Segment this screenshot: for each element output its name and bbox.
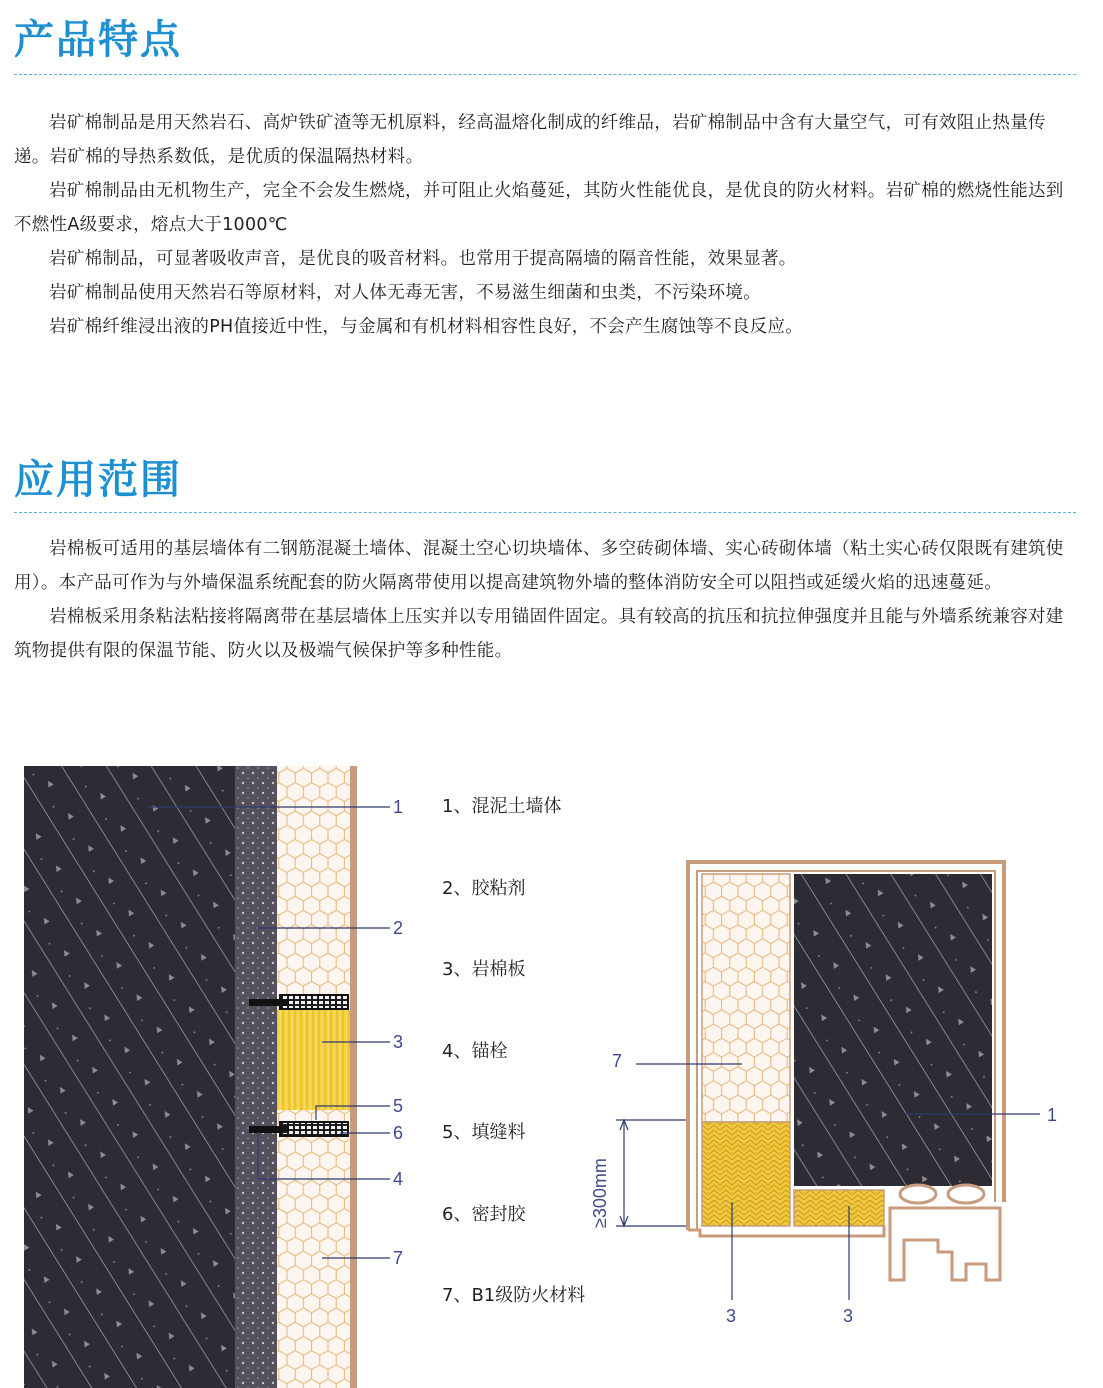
features-divider <box>14 74 1076 75</box>
rockwool-board-horizontal <box>794 1190 884 1226</box>
callout-3: 3 <box>726 1306 737 1326</box>
applications-paragraph: 岩棉板可适用的基层墙体有二钢筋混凝土墙体、混凝土空心切块墙体、多空砖砌体墙、实心砖砌体墙（粘土实心砖仅限既有建筑使用）。本产品可作为与外墙保温系统配套的防火隔离带使用以提高建筑物外墙的整体消防安全可以阻挡或延缓火焰的迅速蔓延。 <box>14 539 1064 593</box>
callout-4: 4 <box>393 1169 404 1189</box>
legend-item: 1、混泥土墙体 <box>442 796 562 817</box>
applications-paragraph: 岩棉板采用条粘法粘接将隔离带在基层墙体上压实并以专用锚固件固定。具有较高的抗压和抗拉伸强度并且能与外墙系统兼容对建筑物提供有限的保温节能、防火以及极端气候保护等多种性能。 <box>14 607 1064 661</box>
applications-divider <box>14 512 1076 513</box>
legend-item: 2、胶粘剂 <box>442 878 526 899</box>
features-paragraph: 岩矿棉纤维浸出液的PH值接近中性，与金属和有机材料相容性良好，不会产生腐蚀等不良反应。 <box>49 317 804 337</box>
wall-section-diagram <box>24 766 403 1388</box>
legend-item: 3、岩棉板 <box>442 959 526 980</box>
window-corner-diagram <box>590 862 1057 1326</box>
window-frame-profile <box>890 1185 1000 1280</box>
concrete-wall <box>24 766 235 1388</box>
anchor-top <box>249 999 289 1006</box>
legend-item: 4、锚栓 <box>442 1041 508 1062</box>
applications-title: 应用范围 <box>14 457 182 503</box>
callout-5: 5 <box>393 1096 404 1116</box>
sealant-bottom <box>280 1122 348 1136</box>
callout-7: 7 <box>612 1051 623 1071</box>
dimension-label: ≥300mm <box>590 1158 610 1228</box>
features-title: 产品特点 <box>14 17 182 63</box>
callout-7: 7 <box>393 1248 404 1268</box>
dimension-lines <box>616 1120 686 1226</box>
callout-1: 1 <box>393 797 404 817</box>
sealant-top <box>280 995 348 1009</box>
adhesive-layer <box>235 766 277 1388</box>
legend-item: 6、密封胶 <box>442 1204 526 1225</box>
render-finish <box>350 766 357 1388</box>
callout-1: 1 <box>1047 1105 1058 1125</box>
features-paragraph: 岩矿棉制品，可显著吸收声音，是优良的吸音材料。也常用于提高隔墙的隔音性能，效果显著。 <box>49 249 797 269</box>
features-paragraph: 岩矿棉制品是用天然岩石、高炉铁矿渣等无机原料，经高温熔化制成的纤维品，岩矿棉制品中含有大量空气，可有效阻止热量传递。岩矿棉的导热系数低，是优质的保温隔热材料。 <box>14 113 1046 167</box>
rockwool-board-vertical <box>702 1122 790 1226</box>
callout-6: 6 <box>393 1123 404 1143</box>
rockwool-board <box>277 1010 350 1110</box>
legend-item: 5、填缝料 <box>442 1122 526 1143</box>
anchor-bottom <box>249 1126 289 1133</box>
applications-body <box>14 532 1076 668</box>
construction-diagrams <box>0 740 1103 1388</box>
features-paragraph: 岩矿棉制品由无机物生产，完全不会发生燃烧，并可阻止火焰蔓延，其防火性能优良，是优良的防火材料。岩矿棉的燃烧性能达到不燃性A级要求，熔点大于1000℃ <box>14 181 1064 235</box>
b1-fire-insulation <box>702 874 790 1122</box>
callout-3: 3 <box>393 1032 404 1052</box>
callout-3: 3 <box>843 1306 854 1326</box>
legend-item: 7、B1级防火材料 <box>442 1285 586 1306</box>
concrete-wall <box>794 874 992 1186</box>
features-body <box>14 106 1076 344</box>
features-paragraph: 岩矿棉制品使用天然岩石等原材料，对人体无毒无害，不易滋生细菌和虫类，不污染环境。 <box>49 283 761 303</box>
callout-2: 2 <box>393 918 404 938</box>
